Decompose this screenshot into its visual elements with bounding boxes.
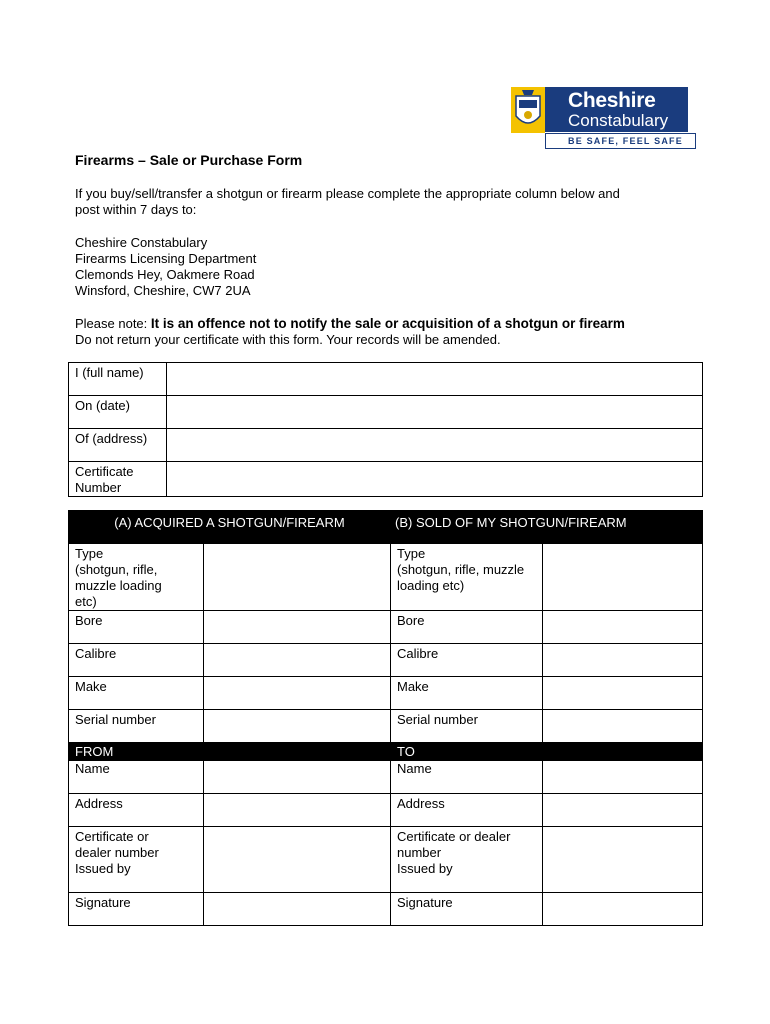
note-line-2: Do not return your certificate with this form. Your records will be amended. — [75, 332, 501, 347]
address-line-1: Cheshire Constabulary — [75, 235, 208, 250]
header-sold: (B) SOLD OF MY SHOTGUN/FIREARM — [391, 511, 703, 544]
full-name-label: I (full name) — [69, 363, 167, 396]
from-signature-label: Signature — [69, 893, 204, 926]
acquired-calibre-label: Calibre — [69, 644, 204, 677]
note-line-1 — [75, 316, 625, 332]
note-warning: It is an offence not to notify the sale or acquisition of a shotgun or firearm — [150, 316, 625, 331]
from-address-field[interactable] — [204, 794, 391, 827]
sold-make-label: Make — [391, 677, 543, 710]
acquired-serial-field[interactable] — [204, 710, 391, 743]
sold-serial-field[interactable] — [543, 710, 703, 743]
note-prefix: Please note: — [75, 316, 151, 331]
crest-icon — [510, 86, 546, 134]
applicant-details-table — [68, 362, 703, 497]
sold-calibre-field[interactable] — [543, 644, 703, 677]
form-title: Firearms – Sale or Purchase Form — [75, 152, 303, 168]
from-signature-field[interactable] — [204, 893, 391, 926]
sold-bore-label: Bore — [391, 611, 543, 644]
acquired-calibre-field[interactable] — [204, 644, 391, 677]
to-signature-label: Signature — [391, 893, 543, 926]
date-field[interactable] — [167, 396, 703, 429]
from-certificate-label: Certificate or dealer number Issued by — [69, 827, 204, 893]
acquired-serial-label: Serial number — [69, 710, 204, 743]
to-certificate-field[interactable] — [543, 827, 703, 893]
address-line-2: Firearms Licensing Department — [75, 251, 257, 266]
intro-line-1: If you buy/sell/transfer a shotgun or firearm please complete the appropriate column below and — [75, 186, 620, 201]
from-name-field[interactable] — [204, 761, 391, 794]
from-address-label: Address — [69, 794, 204, 827]
cheshire-constabulary-logo — [510, 86, 697, 150]
to-signature-field[interactable] — [543, 893, 703, 926]
to-address-label: Address — [391, 794, 543, 827]
from-certificate-field[interactable] — [204, 827, 391, 893]
intro-line-2: post within 7 days to: — [75, 202, 197, 217]
certificate-number-field[interactable] — [167, 462, 703, 497]
sold-type-field[interactable] — [543, 544, 703, 611]
address-label: Of (address) — [69, 429, 167, 462]
certificate-number-label: Certificate Number — [69, 462, 167, 497]
sold-type-label: Type (shotgun, rifle, muzzle loading etc) — [391, 544, 543, 611]
section-from: FROM — [69, 743, 391, 761]
sold-serial-label: Serial number — [391, 710, 543, 743]
logo-line1: Cheshire — [568, 89, 656, 112]
section-to: TO — [391, 743, 703, 761]
acquired-type-field[interactable] — [204, 544, 391, 611]
date-label: On (date) — [69, 396, 167, 429]
header-acquired: (A) ACQUIRED A SHOTGUN/FIREARM — [69, 511, 391, 544]
full-name-field[interactable] — [167, 363, 703, 396]
to-name-field[interactable] — [543, 761, 703, 794]
to-name-label: Name — [391, 761, 543, 794]
logo-tagline: BE SAFE, FEEL SAFE — [568, 136, 683, 146]
address-line-3: Clemonds Hey, Oakmere Road — [75, 267, 255, 282]
sold-make-field[interactable] — [543, 677, 703, 710]
address-line-4: Winsford, Cheshire, CW7 2UA — [75, 283, 251, 298]
firearm-transfer-table — [68, 510, 703, 926]
acquired-make-label: Make — [69, 677, 204, 710]
sold-bore-field[interactable] — [543, 611, 703, 644]
to-address-field[interactable] — [543, 794, 703, 827]
from-name-label: Name — [69, 761, 204, 794]
sold-calibre-label: Calibre — [391, 644, 543, 677]
acquired-make-field[interactable] — [204, 677, 391, 710]
acquired-type-label: Type (shotgun, rifle, muzzle loading etc) — [69, 544, 204, 611]
acquired-bore-label: Bore — [69, 611, 204, 644]
address-field[interactable] — [167, 429, 703, 462]
acquired-bore-field[interactable] — [204, 611, 391, 644]
logo-line2: Constabulary — [568, 111, 669, 130]
to-certificate-label: Certificate or dealer number Issued by — [391, 827, 543, 893]
